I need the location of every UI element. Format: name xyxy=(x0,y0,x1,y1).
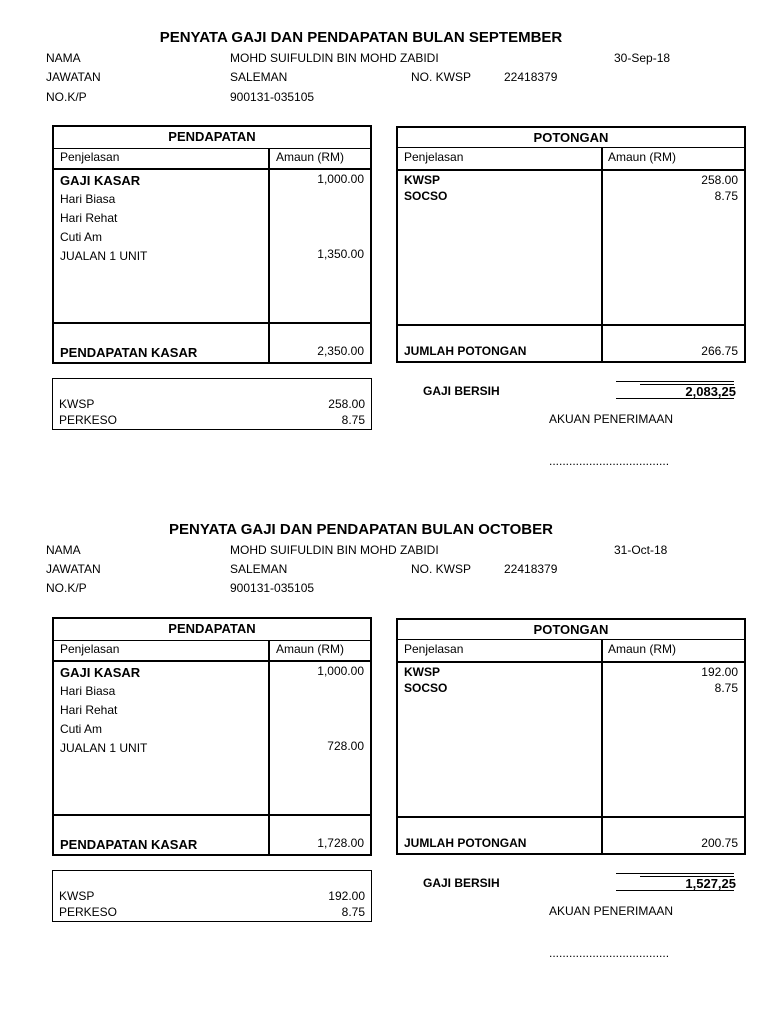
row-pendapatan-kasar: PENDAPATAN KASAR xyxy=(60,345,198,360)
row-hari-biasa: Hari Biasa xyxy=(60,684,116,698)
label-jawatan: JAWATAN xyxy=(46,562,101,576)
socso-amount: 8.75 xyxy=(714,681,738,695)
summary-kwsp-label: KWSP xyxy=(59,889,95,903)
row-hari-rehat: Hari Rehat xyxy=(60,703,118,717)
col-penjelasan: Penjelasan xyxy=(404,642,464,656)
summary-kwsp-label: KWSP xyxy=(59,397,95,411)
slip-date: 31-Oct-18 xyxy=(614,543,668,557)
label-nama: NAMA xyxy=(46,51,81,65)
jualan-amount: 1,350.00 xyxy=(317,247,364,261)
row-pendapatan-kasar: PENDAPATAN KASAR xyxy=(60,837,198,852)
net-pay-overline xyxy=(616,381,734,382)
label-kwsp-no: NO. KWSP xyxy=(411,562,472,576)
contribution-summary xyxy=(52,378,372,430)
summary-perkeso-label: PERKESO xyxy=(59,905,118,919)
deductions-header: POTONGAN xyxy=(533,130,609,145)
slip-title: PENYATA GAJI DAN PENDAPATAN BULAN SEPTEMBER xyxy=(159,29,563,46)
summary-perkeso-amount: 8.75 xyxy=(341,413,365,427)
earnings-header: PENDAPATAN xyxy=(168,621,256,636)
net-pay-amount: 2,083,25 xyxy=(685,384,736,399)
pendapatan-kasar-amount: 1,728.00 xyxy=(317,836,364,850)
deductions-table xyxy=(396,126,746,363)
row-kwsp: KWSP xyxy=(404,173,440,187)
label-nokp: NO.K/P xyxy=(46,581,87,595)
col-amaun: Amaun (RM) xyxy=(276,642,345,656)
summary-perkeso-amount: 8.75 xyxy=(341,905,365,919)
kwsp-amount: 258.00 xyxy=(701,173,738,187)
slip-date: 30-Sep-18 xyxy=(614,51,671,65)
employee-name: MOHD SUIFULDIN BIN MOHD ZABIDI xyxy=(230,543,439,557)
kwsp-number: 22418379 xyxy=(504,562,558,576)
summary-kwsp-amount: 192.00 xyxy=(328,889,365,903)
label-akuan: AKUAN PENERIMAAN xyxy=(549,412,674,426)
row-jumlah-potongan: JUMLAH POTONGAN xyxy=(404,344,527,358)
label-nokp: NO.K/P xyxy=(46,90,87,104)
jualan-amount: 728.00 xyxy=(327,739,364,753)
row-socso: SOCSO xyxy=(404,189,448,203)
row-socso: SOCSO xyxy=(404,681,448,695)
kwsp-number: 22418379 xyxy=(504,70,558,84)
net-pay-amount: 1,527,25 xyxy=(685,876,736,891)
employee-name: MOHD SUIFULDIN BIN MOHD ZABIDI xyxy=(230,51,439,65)
signature-line: .................................... xyxy=(549,946,670,960)
ic-number: 900131-035105 xyxy=(230,581,315,595)
row-cuti-am: Cuti Am xyxy=(60,230,103,244)
earnings-table xyxy=(52,125,372,364)
net-pay-underline xyxy=(616,398,734,399)
socso-amount: 8.75 xyxy=(714,189,738,203)
row-jualan: JUALAN 1 UNIT xyxy=(60,249,148,263)
label-kwsp-no: NO. KWSP xyxy=(411,70,472,84)
deductions-table xyxy=(396,618,746,855)
ic-number: 900131-035105 xyxy=(230,90,315,104)
col-penjelasan: Penjelasan xyxy=(60,150,120,164)
payslip-september xyxy=(0,0,768,500)
col-amaun: Amaun (RM) xyxy=(608,150,677,164)
kwsp-amount: 192.00 xyxy=(701,665,738,679)
contribution-summary xyxy=(52,870,372,922)
net-pay-overline xyxy=(616,873,734,874)
col-amaun: Amaun (RM) xyxy=(608,642,677,656)
earnings-header: PENDAPATAN xyxy=(168,129,256,144)
label-gaji-bersih: GAJI BERSIH xyxy=(423,384,500,398)
col-amaun: Amaun (RM) xyxy=(276,150,345,164)
payslip-october xyxy=(0,492,768,992)
label-akuan: AKUAN PENERIMAAN xyxy=(549,904,674,918)
col-penjelasan: Penjelasan xyxy=(404,150,464,164)
earnings-table xyxy=(52,617,372,856)
row-jumlah-potongan: JUMLAH POTONGAN xyxy=(404,836,527,850)
row-hari-biasa: Hari Biasa xyxy=(60,192,116,206)
employee-position: SALEMAN xyxy=(230,562,288,576)
signature-line: .................................... xyxy=(549,454,670,468)
slip-title: PENYATA GAJI DAN PENDAPATAN BULAN OCTOBER xyxy=(169,521,553,538)
jumlah-potongan-amount: 200.75 xyxy=(701,836,738,850)
pendapatan-kasar-amount: 2,350.00 xyxy=(317,344,364,358)
employee-position: SALEMAN xyxy=(230,70,288,84)
row-gaji-kasar: GAJI KASAR xyxy=(60,173,141,188)
jumlah-potongan-amount: 266.75 xyxy=(701,344,738,358)
label-gaji-bersih: GAJI BERSIH xyxy=(423,876,500,890)
row-jualan: JUALAN 1 UNIT xyxy=(60,741,148,755)
row-kwsp: KWSP xyxy=(404,665,440,679)
summary-perkeso-label: PERKESO xyxy=(59,413,118,427)
label-jawatan: JAWATAN xyxy=(46,70,101,84)
row-cuti-am: Cuti Am xyxy=(60,722,103,736)
gaji-kasar-amount: 1,000.00 xyxy=(317,172,364,186)
gaji-kasar-amount: 1,000.00 xyxy=(317,664,364,678)
net-pay-underline xyxy=(616,890,734,891)
col-penjelasan: Penjelasan xyxy=(60,642,120,656)
summary-kwsp-amount: 258.00 xyxy=(328,397,365,411)
label-nama: NAMA xyxy=(46,543,81,557)
row-gaji-kasar: GAJI KASAR xyxy=(60,665,141,680)
deductions-header: POTONGAN xyxy=(533,622,609,637)
row-hari-rehat: Hari Rehat xyxy=(60,211,118,225)
